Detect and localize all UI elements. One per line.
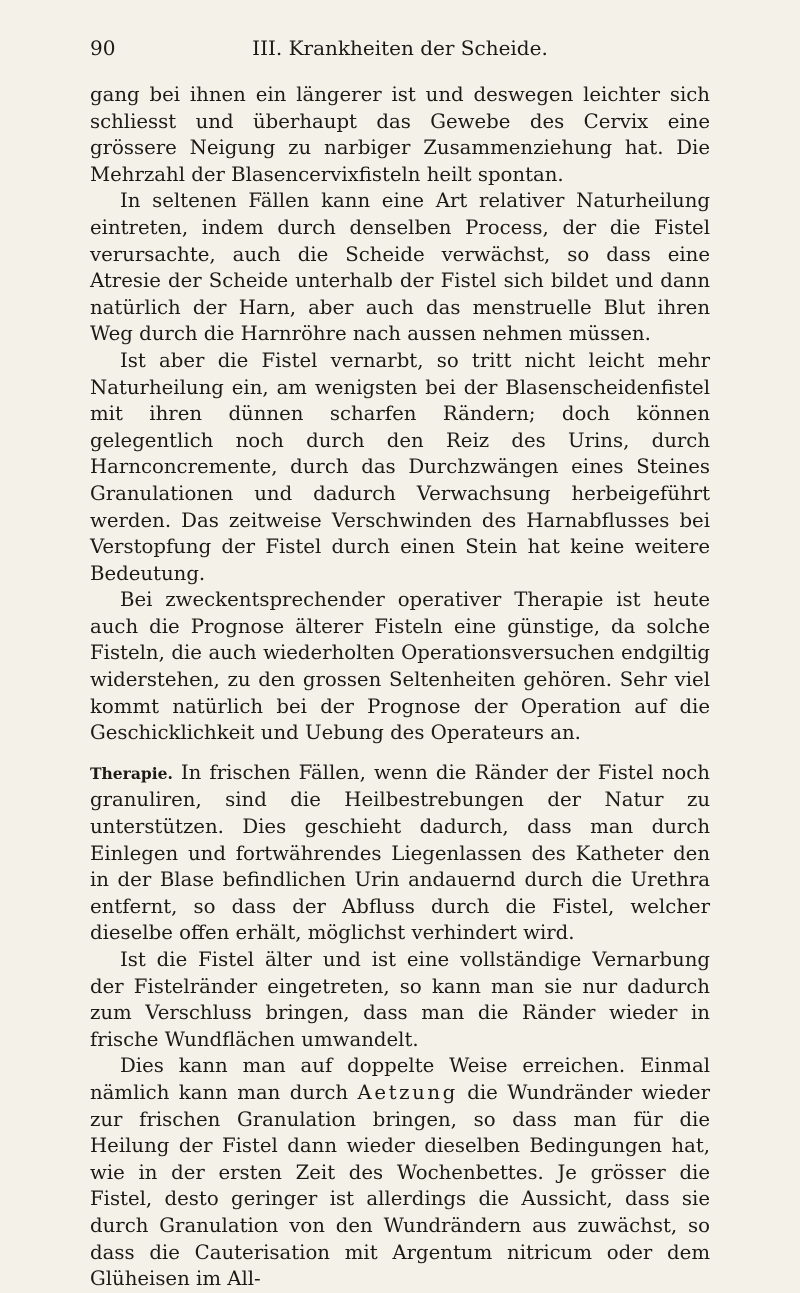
paragraph-1 — [90, 82, 710, 188]
paragraph-7-text-before: Dies kann man auf doppelte Weise erreichen. Einmal nämlich kann man durch — [90, 1054, 710, 1104]
body-text — [90, 82, 710, 1293]
paragraph-7-text-after: die Wundränder wieder zur frischen Granulation bringen, so dass man für die Heilung der Fistel dann wieder dieselben Bedingungen hat, wie in der ersten Zeit des Wochenbettes. Je grösser die Fistel, desto geringer ist allerdings die Aussicht, dass sie durch Granulation von den Wundrändern aus zuwächst, so dass die Cauterisation mit Argentum nitricum oder dem Glüheisen im All- — [90, 1080, 710, 1291]
paragraph-2-text: In seltenen Fällen kann eine Art relativer Naturheilung eintreten, indem durch denselben Process, der die Fistel verursachte, auch die Scheide verwächst, so dass eine Atresie der Scheide unterhalb der Fistel sich bildet und dann natürlich der Harn, aber auch das menstruelle Blut ihren Weg durch die Harnröhre nach aussen nehmen müssen. — [90, 189, 710, 346]
paragraph-therapie-text: In frischen Fällen, wenn die Ränder der Fistel noch granuliren, sind die Heilbestrebungen der Natur zu unterstützen. Dies geschieht dadurch, dass man durch Einlegen und fortwährendes Liegenlassen des Katheter den in der Blase befindlichen Urin andauernd durch die Urethra entfernt, so dass der Abfluss durch die Fistel, welcher dieselbe offen erhält, möglichst verhindert wird. — [90, 760, 710, 945]
paragraph-4 — [90, 587, 710, 747]
paragraph-6 — [90, 947, 710, 1053]
paragraph-4-text: Bei zweckentsprechender operativer Therapie ist heute auch die Prognose älterer Fisteln eine günstige, da solche Fisteln, die auch wiederholten Operationsversuchen endgiltig widerstehen, zu den grossen Seltenheiten gehören. Sehr viel kommt natürlich bei der Prognose der Operation auf die Geschicklichkeit und Uebung des Operateurs an. — [90, 588, 710, 745]
paragraph-7 — [90, 1053, 710, 1292]
section-sidehead: Therapie. — [90, 763, 173, 783]
paragraph-2 — [90, 188, 710, 348]
page-header — [90, 36, 710, 68]
paragraph-1-text: gang bei ihnen ein längerer ist und deswegen leichter sich schliesst und überhaupt das Gewebe des Cervix eine grössere Neigung zu narbiger Zusammenziehung hat. Die Mehrzahl der Blasencervixfisteln heilt spontan. — [90, 83, 710, 186]
running-head: III. Krankheiten der Scheide. — [252, 36, 548, 60]
paragraph-6-text: Ist die Fistel älter und ist eine vollständige Vernarbung der Fistelränder eingetreten, so kann man sie nur dadurch zum Verschluss bringen, dass man die Ränder wieder in frische Wundflächen umwandelt. — [90, 948, 710, 1051]
paragraph-3 — [90, 348, 710, 587]
paragraph-therapie — [90, 760, 710, 947]
page-number: 90 — [90, 36, 116, 60]
emphasized-term: Aetzung — [357, 1080, 458, 1104]
paragraph-3-text: Ist aber die Fistel vernarbt, so tritt nicht leicht mehr Naturheilung ein, am wenigsten bei der Blasenscheidenfistel mit ihren dünnen scharfen Rändern; doch können gelegentlich noch durch den Reiz des Urins, durch Harnconcremente, durch das Durchzwängen eines Steines Granulationen und dadurch Verwachsung herbeigeführt werden. Das zeitweise Verschwinden des Harnabflusses bei Verstopfung der Fistel durch einen Stein hat keine weitere Bedeutung. — [90, 348, 710, 585]
